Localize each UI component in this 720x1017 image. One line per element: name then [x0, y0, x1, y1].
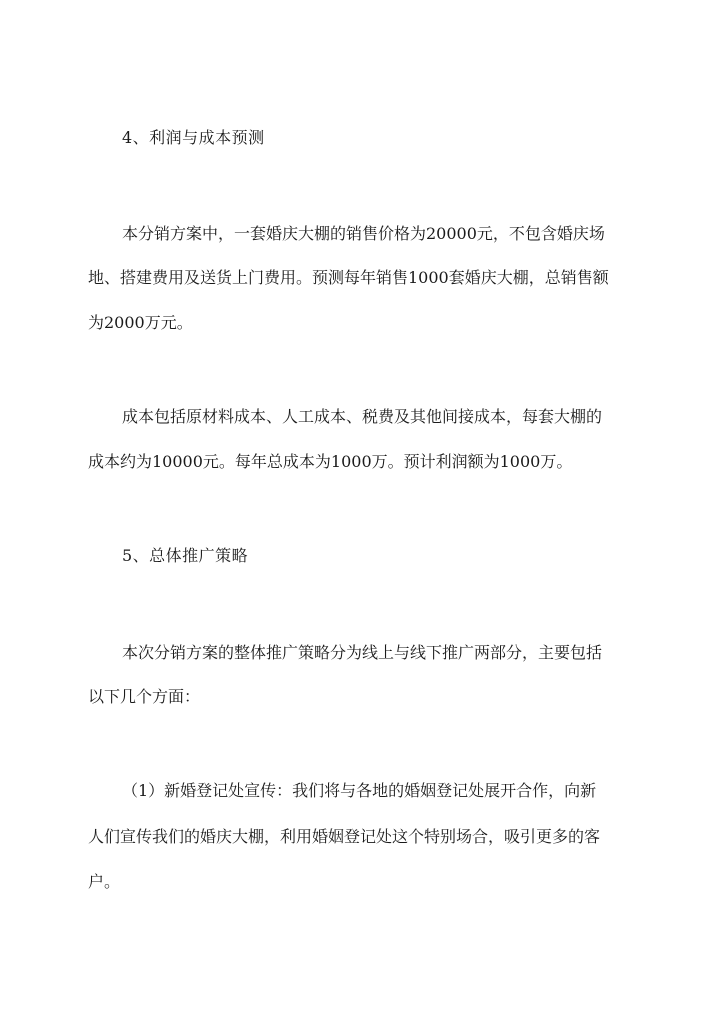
- section-heading-4: 4、利润与成本预测: [122, 128, 265, 147]
- paragraph-line: 人们宣传我们的婚庆大棚，利用婚姻登记处这个特别场合，吸引更多的客: [88, 827, 601, 846]
- paragraph-line: 地、搭建费用及送货上门费用。预测每年销售1000套婚庆大棚，总销售额: [88, 268, 609, 287]
- paragraph-line: 户。: [88, 872, 121, 891]
- paragraph-line: 为2000万元。: [88, 313, 193, 332]
- paragraph-line: 成本包括原材料成本、人工成本、税费及其他间接成本，每套大棚的: [122, 407, 603, 426]
- paragraph-line: 本分销方案中，一套婚庆大棚的销售价格为20000元，不包含婚庆场: [122, 224, 605, 243]
- paragraph-line: （1）新婚登记处宣传：我们将与各地的婚姻登记处展开合作，向新: [122, 781, 597, 800]
- paragraph-line: 本次分销方案的整体推广策略分为线上与线下推广两部分，主要包括: [122, 643, 603, 662]
- paragraph-line: 成本约为10000元。每年总成本为1000万。预计利润额为1000万。: [88, 452, 573, 471]
- paragraph-line: 以下几个方面：: [88, 687, 201, 706]
- section-heading-5: 5、总体推广策略: [122, 546, 249, 565]
